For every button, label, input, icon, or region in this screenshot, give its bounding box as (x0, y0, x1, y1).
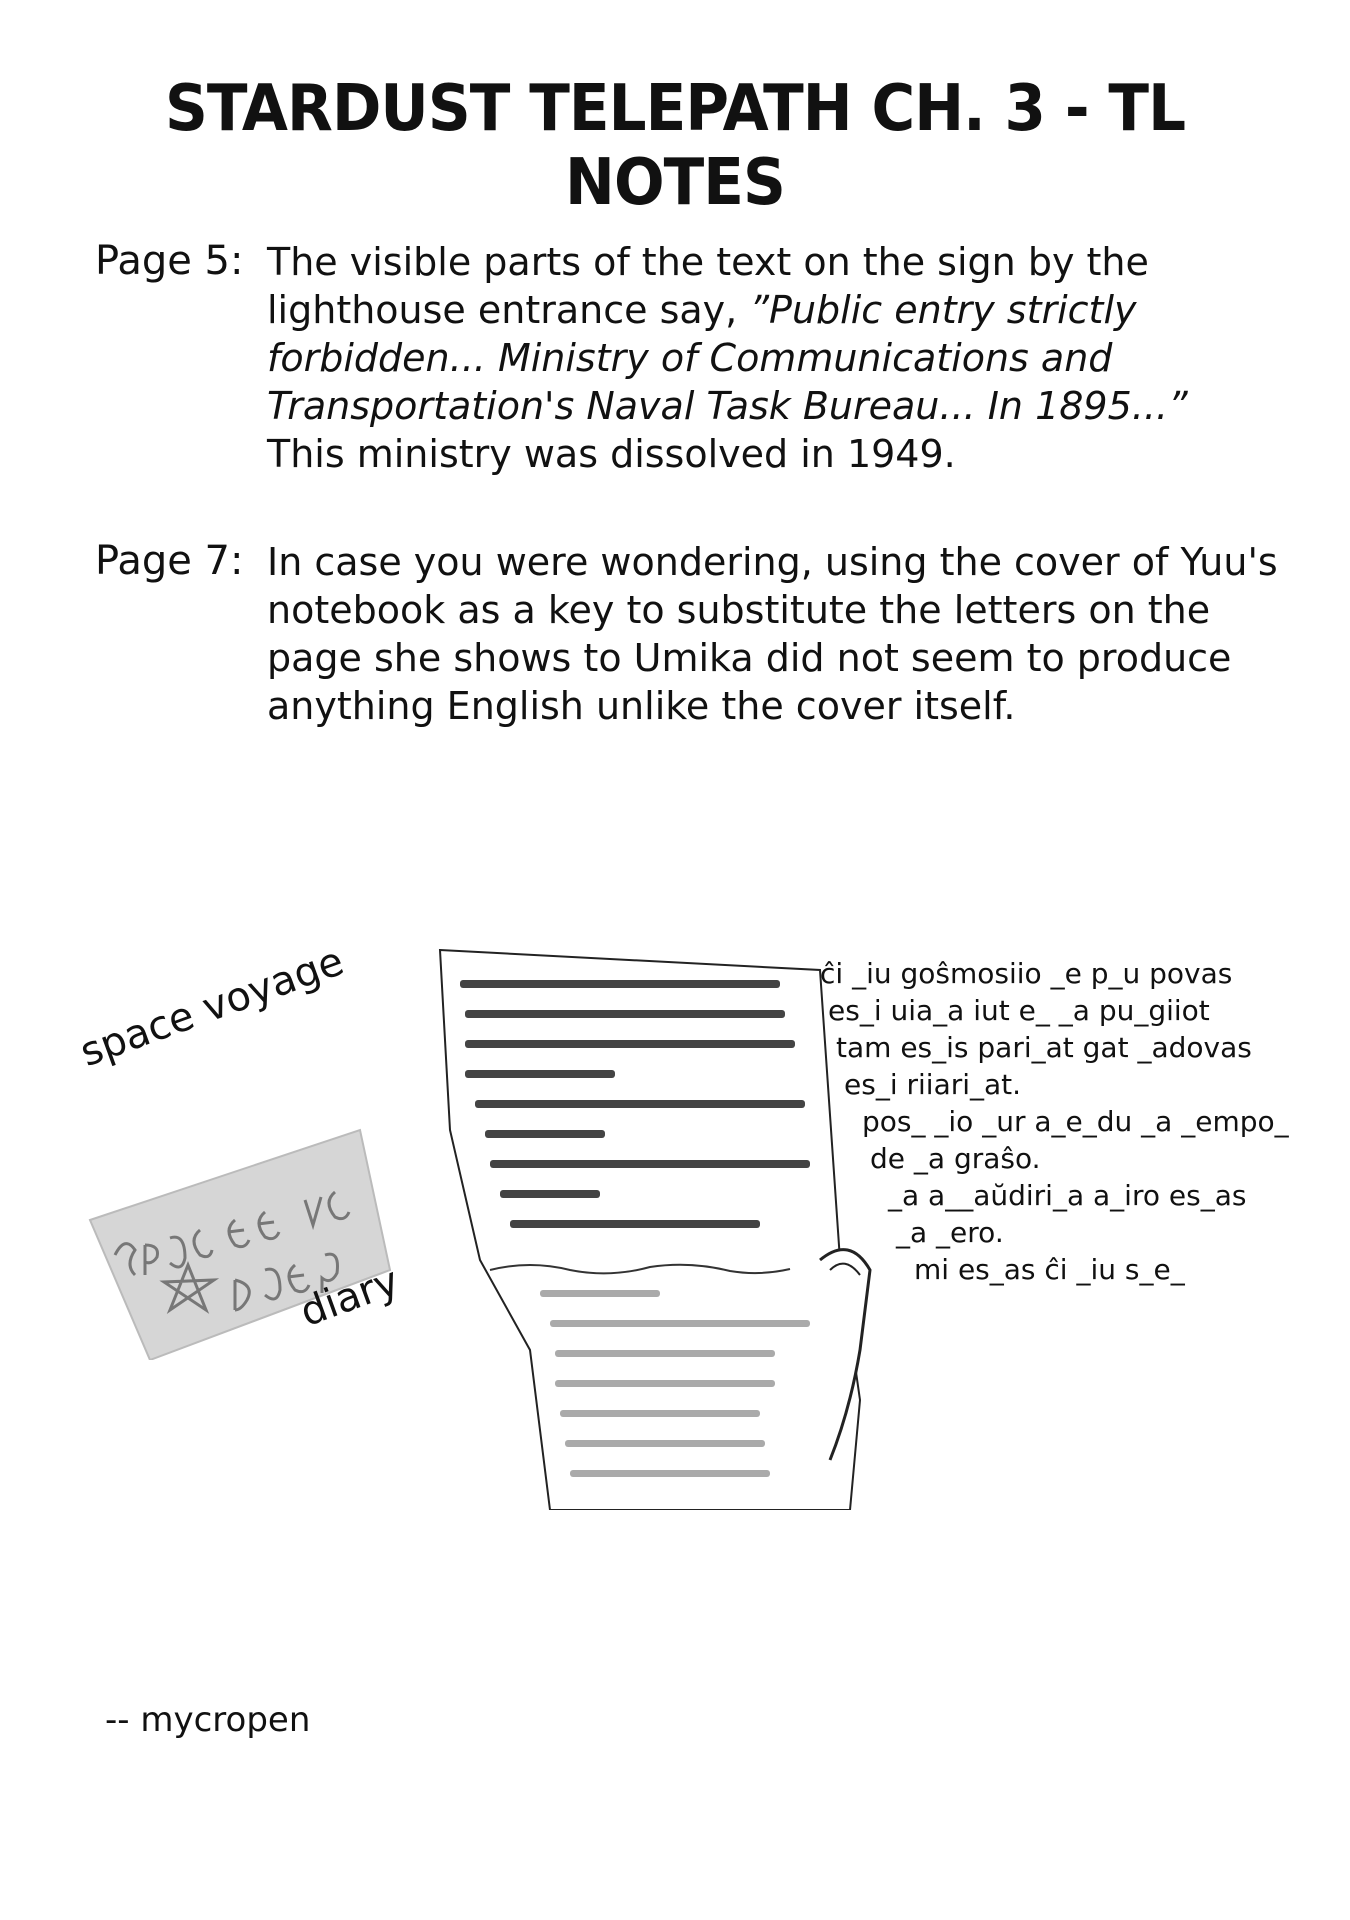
note-body (267, 238, 1287, 478)
note-text: lighthouse entrance say, (267, 288, 750, 332)
decoded-line: tam es_is pari_at gat _adovas (836, 1031, 1252, 1064)
note-line (267, 238, 1287, 286)
note-line (267, 586, 1287, 634)
note-line (267, 634, 1287, 682)
sign-quote-text: Transportation's Naval Task Bureau... In 1895...” (267, 384, 1188, 428)
note-text: notebook as a key to substitute the letters on the (267, 588, 1211, 632)
note-label: Page 5: (95, 238, 244, 284)
note-line (267, 430, 1287, 478)
note-text: This ministry was dissolved in 1949. (267, 432, 956, 476)
decoded-text (820, 955, 1289, 1288)
decoded-line: pos_ _io _ur a_e_du _a _empo_ (862, 1105, 1289, 1138)
note-line (267, 382, 1287, 430)
note-text: The visible parts of the text on the sign by the (267, 240, 1149, 284)
note-line (267, 286, 1287, 334)
decoded-line: mi es_as ĉi _iu s_e_ (914, 1253, 1185, 1286)
sign-quote-text: forbidden... Ministry of Communications and (267, 336, 1113, 380)
note-line (267, 538, 1287, 586)
note-text: In case you were wondering, using the cover of Yuu's (267, 540, 1278, 584)
notebook-figure (60, 930, 1320, 1510)
note-text: anything English unlike the cover itself. (267, 684, 1016, 728)
decoded-line: ĉi _iu goŝmosiio _e p_u povas (820, 957, 1233, 990)
note-line (267, 682, 1287, 730)
decoded-line: es_i riiari_at. (844, 1068, 1022, 1101)
page-title: STARDUST TELEPATH CH. 3 - TL NOTES (164, 72, 1186, 220)
translator-credit: -- mycropen (105, 1700, 311, 1740)
cover-label-diary: diary (294, 1258, 406, 1336)
decoded-line: es_i uia_a iut e_ _a pu_giiot (828, 994, 1210, 1027)
note-label: Page 7: (95, 538, 244, 584)
sign-quote-text: ”Public entry strictly (749, 288, 1137, 332)
note-line (267, 334, 1287, 382)
note-body (267, 538, 1287, 730)
note-text: page she shows to Umika did not seem to produce (267, 636, 1232, 680)
decoded-line: de _a graŝo. (870, 1142, 1041, 1175)
decoded-line: _a _ero. (896, 1216, 1004, 1249)
decoded-line: _a a__aŭdiri_a a_iro es_as (888, 1179, 1247, 1212)
cover-label-space-voyage: space voyage (74, 938, 350, 1076)
